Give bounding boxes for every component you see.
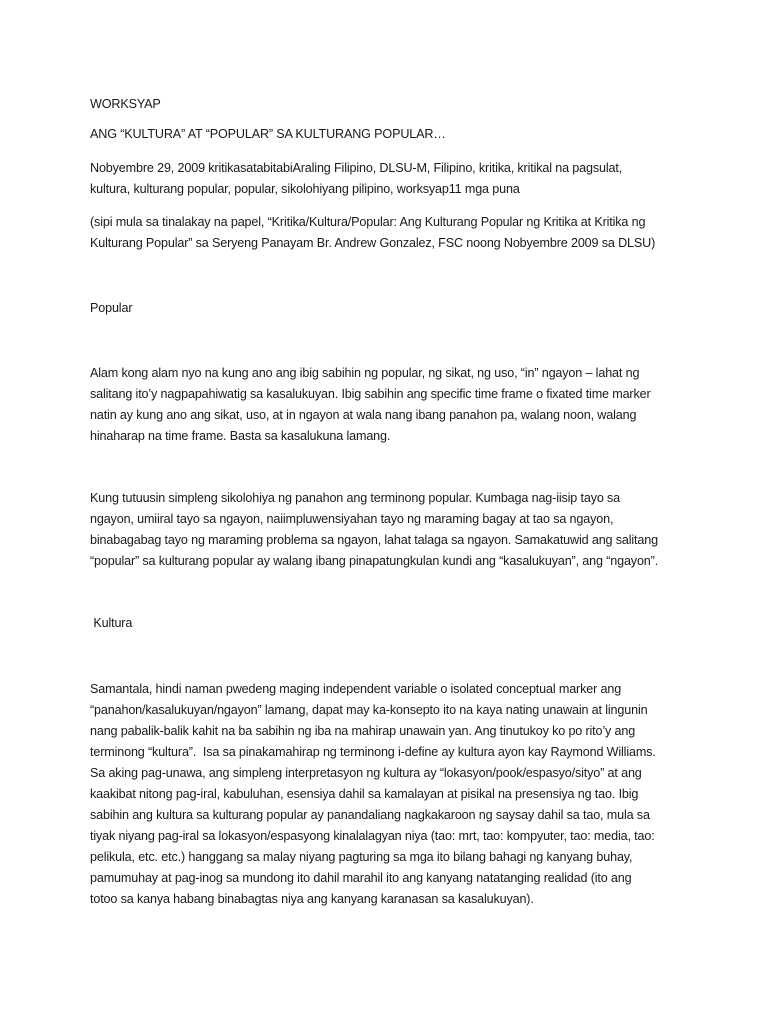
paragraph-line: “panahon/kasalukuyan/ngayon” lamang, dapat may ka-konsepto ito na kaya nating unawain at lingunin: [90, 703, 648, 717]
paragraph-line: ngayon, umiiral tayo sa ngayon, naiimpluwensiyahan tayo ng maraming bagay at tao sa ngayon,: [90, 512, 614, 526]
section-heading-kultura: Kultura: [90, 616, 133, 630]
document-label: WORKSYAP: [90, 97, 161, 111]
paragraph-line: Sa aking pag-unawa, ang simpleng interpretasyon ng kultura ay “lokasyon/pook/espasyo/sityo” at ang: [90, 766, 642, 780]
paragraph-line: hinaharap na time frame. Basta sa kasalukuna lamang.: [90, 429, 391, 443]
source-note-line: Kulturang Popular” sa Seryeng Panayam Br. Andrew Gonzalez, FSC noong Nobyembre 2009 sa DLSU): [90, 236, 656, 250]
document-title: ANG “KULTURA” AT “POPULAR” SA KULTURANG POPULAR…: [90, 127, 446, 141]
meta-line: kultura, kulturang popular, popular, sikolohiyang pilipino, worksyap11 mga puna: [90, 182, 520, 196]
paragraph-line: tiyak niyang pag-iral sa lokasyon/espasyong kinalalagyan niya (tao: mrt, tao: kompyuter, tao: media, tao:: [90, 829, 655, 843]
paragraph-line: pelikula, etc. etc.) hanggang sa malay niyang pagturing sa mga ito bilang bahagi ng kanyang buhay,: [90, 850, 633, 864]
paragraph-line: natin ay kung ano ang sikat, uso, at in ngayon at wala nang ibang panahon pa, walang noon, walang: [90, 408, 637, 422]
paragraph-line: binabagabag tayo ng maraming problema sa ngayon, lahat talaga sa ngayon. Samakatuwid ang salitang: [90, 533, 658, 547]
paragraph-line: Samantala, hindi naman pwedeng maging independent variable o isolated conceptual marker ang: [90, 682, 622, 696]
paragraph-line: “popular” sa kulturang popular ay walang ibang pinapatungkulan kundi ang “kasalukuyan”, ang “ngayon”.: [90, 554, 659, 568]
paragraph-line: Kung tutuusin simpleng sikolohiya ng panahon ang terminong popular. Kumbaga nag-iisip tayo sa: [90, 491, 621, 505]
meta-line: Nobyembre 29, 2009 kritikasatabitabiAraling Filipino, DLSU-M, Filipino, kritika, kritikal na pagsulat,: [90, 161, 623, 175]
paragraph-line: totoo sa kanya habang binabagtas niya ang kanyang karanasan sa kasalukuyan).: [90, 892, 534, 906]
paragraph-line: salitang ito’y nagpapahiwatig sa kasalukuyan. Ibig sabihin ang specific time frame o fixated time marker: [90, 387, 651, 401]
paragraph-line: terminong “kultura”. Isa sa pinakamahirap ng terminong i-define ay kultura ayon kay Raymond Williams.: [90, 745, 656, 759]
paragraph-line: Alam kong alam nyo na kung ano ang ibig sabihin ng popular, ng sikat, ng uso, “in” ngayon – lahat ng: [90, 366, 640, 380]
paragraph-line: sabihin ang kultura sa kulturang popular ay panandaliang nagkakaroon ng saysay dahil sa tao, mula sa: [90, 808, 650, 822]
paragraph-line: nang pabalik-balik kahit na ba sabihin ng iba na mahirap unawain yan. Ang tinutukoy ko po rito’y ang: [90, 724, 636, 738]
paragraph-line: kaakibat nitong pag-iral, kabuluhan, esensiya dahil sa kamalayan at pisikal na presensiya ng tao. Ibig: [90, 787, 639, 801]
source-note-line: (sipi mula sa tinalakay na papel, “Kritika/Kultura/Popular: Ang Kulturang Popular ng Kritika at Kritika ng: [90, 215, 646, 229]
section-heading-popular: Popular: [90, 301, 133, 315]
paragraph-line: pamumuhay at pag-inog sa mundong ito dahil marahil ito ang kanyang natatanging realidad (ito ang: [90, 871, 632, 885]
